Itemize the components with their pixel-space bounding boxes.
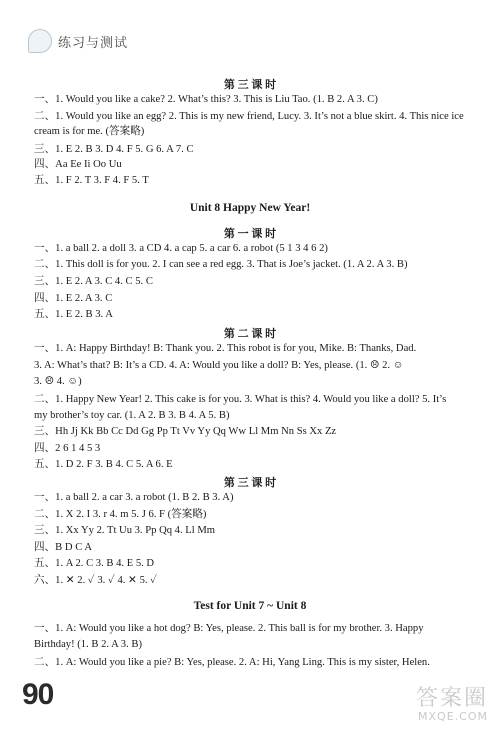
answer-line: 一、1. A: Happy Birthday! B: Thank you. 2. This robot is for you, Mike. B: Thanks, Dad.	[34, 343, 417, 354]
lesson-heading: 第 三 课 时	[223, 477, 277, 489]
answer-line: 三、1. Xx Yy 2. Tt Uu 3. Pp Qq 4. Ll Mm	[34, 525, 215, 536]
test-heading: Test for Unit 7 ~ Unit 8	[193, 600, 307, 612]
answer-line: 四、2 6 1 4 5 3	[34, 443, 101, 454]
answer-line: 五、1. A 2. C 3. B 4. E 5. D	[34, 558, 155, 569]
answer-line: 四、Aa Ee Ii Oo Uu	[34, 159, 122, 170]
answer-line: 一、1. Would you like a cake? 2. What’s this? 3. This is Liu Tao. (1. B 2. A 3. C)	[34, 94, 378, 105]
answer-line: 五、1. E 2. B 3. A	[34, 309, 113, 320]
answer-line: 二、1. This doll is for you. 2. I can see a red egg. 3. That is Joe’s jacket. (1. A 2. A 3. B)	[34, 259, 408, 270]
answer-line: 二、1. Would you like an egg? 2. This is my new friend, Lucy. 3. It’s not a blue skirt. 4. This nice ice	[34, 111, 464, 122]
answer-line: 四、B D C A	[34, 542, 92, 553]
answer-line: 一、1. A: Would you like a hot dog? B: Yes, please. 2. This ball is for my brother. 3. Happy	[34, 623, 424, 634]
page-number: 90	[22, 678, 54, 711]
answer-line: 三、Hh Jj Kk Bb Cc Dd Gg Pp Tt Vv Yy Qq Ww Ll Mm Nn Ss Xx Zz	[34, 426, 337, 437]
lesson-heading: 第 二 课 时	[223, 328, 277, 340]
answer-line: 四、1. E 2. A 3. C	[34, 293, 113, 304]
answer-line: 二、1. Happy New Year! 2. This cake is for you. 3. What is this? 4. Would you like a doll? 5. It’s	[34, 394, 447, 405]
answer-line: 二、1. A: Would you like a pie? B: Yes, please. 2. A: Hi, Yang Ling. This is my sister, Helen.	[34, 657, 430, 668]
answer-line: 一、1. a ball 2. a doll 3. a CD 4. a cap 5. a car 6. a robot (5 1 3 4 6 2)	[34, 243, 328, 254]
answer-line: my brother’s toy car. (1. A 2. B 3. B 4. A 5. B)	[34, 410, 230, 421]
lesson-heading: 第 一 课 时	[223, 228, 277, 240]
answer-line: Birthday! (1. B 2. A 3. B)	[34, 639, 142, 650]
answer-line: 一、1. a ball 2. a car 3. a robot (1. B 2. B 3. A)	[34, 492, 234, 503]
answer-line: 三、1. E 2. A 3. C 4. C 5. C	[34, 276, 153, 287]
answer-line: 三、1. E 2. B 3. D 4. F 5. G 6. A 7. C	[34, 144, 194, 155]
answer-line: 五、1. D 2. F 3. B 4. C 5. A 6. E	[34, 459, 173, 470]
answer-line: 二、1. X 2. I 3. r 4. m 5. J 6. F (答案略)	[34, 509, 207, 520]
answer-line: 五、1. F 2. T 3. F 4. F 5. T	[34, 175, 149, 186]
unit-heading: Unit 8 Happy New Year!	[189, 202, 311, 214]
answer-line: 3. ☹ 4. ☺)	[34, 376, 82, 387]
watermark-url: MXQE.COM	[418, 710, 488, 723]
watermark-logo-text: 答案圈	[415, 686, 488, 711]
header-decoration-icon	[28, 29, 52, 53]
answer-line: 六、1. ✕ 2. ✓ 3. ✓ 4. ✕ 5. ✓	[34, 575, 158, 586]
answer-line: 3. A: What’s that? B: It’s a CD. 4. A: Would you like a doll? B: Yes, please. (1. ☹ 2. ☺	[34, 360, 404, 371]
header-title: 练习与测试	[58, 35, 129, 51]
answer-line: cream is for me. (答案略)	[34, 126, 145, 137]
page-header	[28, 26, 128, 56]
lesson-heading: 第 三 课 时	[223, 79, 277, 91]
watermark	[416, 688, 488, 723]
